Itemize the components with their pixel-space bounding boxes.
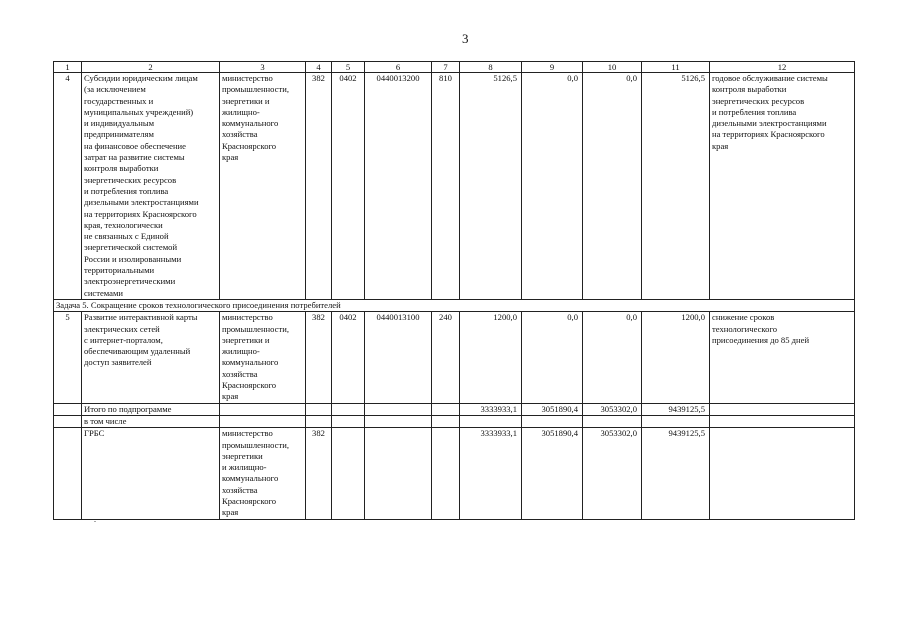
empty-cell (332, 428, 365, 519)
table-row (54, 73, 855, 300)
empty-cell (432, 415, 460, 427)
expected-result: снижение сроков технологического присоединения до 85 дней (710, 312, 855, 403)
grbs-label: ГРБС (82, 428, 220, 519)
empty-cell (365, 428, 432, 519)
empty-cell (432, 428, 460, 519)
grbs-name: министерство промышленности, энергетики и жилищно- коммунального хозяйства Красноярского края (220, 73, 306, 300)
expense-type: 240 (432, 312, 460, 403)
total-year-2: 3051890,4 (522, 403, 583, 415)
empty-cell (365, 403, 432, 415)
column-header: 9 (522, 62, 583, 73)
empty-cell (365, 415, 432, 427)
empty-cell (306, 403, 332, 415)
empty-cell (710, 403, 855, 415)
column-header: 4 (306, 62, 332, 73)
measure-name: Развитие интерактивной карты электрических сетей с интернет-порталом, обеспечивающим удаленный доступ заявителей (82, 312, 220, 403)
amount-year-1: 1200,0 (460, 312, 522, 403)
empty-cell (54, 415, 82, 427)
grbs-year-2: 3051890,4 (522, 428, 583, 519)
total-row (54, 403, 855, 415)
measure-name: Субсидии юридическим лицам (за исключением государственных и муниципальных учреждений) и индивидуальным предпринимателям на финансовое обеспечение затрат на развитие системы контроля выработки энергетических ресурсов и потребления топлива дизельными электростанциями на территориях Красноярского края, технологически не связанных с Единой энергетической системой России и изолированными территориальными электроэнергетическими системами (82, 73, 220, 300)
section-code: 0402 (332, 312, 365, 403)
target-article: 0440013200 (365, 73, 432, 300)
amount-year-2: 0,0 (522, 73, 583, 300)
amount-year-1: 5126,5 (460, 73, 522, 300)
column-number-row (54, 62, 855, 73)
empty-cell (642, 415, 710, 427)
empty-cell (460, 415, 522, 427)
task-row (54, 299, 855, 311)
total-year-1: 3333933,1 (460, 403, 522, 415)
empty-cell (583, 415, 642, 427)
column-header: 6 (365, 62, 432, 73)
row-number: 4 (54, 73, 82, 300)
including-label: в том числе (82, 415, 220, 427)
amount-total: 1200,0 (642, 312, 710, 403)
row-number: 5 (54, 312, 82, 403)
column-header: 2 (82, 62, 220, 73)
empty-cell (332, 403, 365, 415)
expense-type: 810 (432, 73, 460, 300)
grbs-total: 9439125,5 (642, 428, 710, 519)
total-all: 9439125,5 (642, 403, 710, 415)
total-label: Итого по подпрограмме (82, 403, 220, 415)
amount-year-2: 0,0 (522, 312, 583, 403)
amount-total: 5126,5 (642, 73, 710, 300)
program-table (53, 61, 855, 520)
empty-cell (54, 403, 82, 415)
empty-cell (54, 428, 82, 519)
empty-cell (522, 415, 583, 427)
amount-year-3: 0,0 (583, 312, 642, 403)
column-header: 5 (332, 62, 365, 73)
column-header: 12 (710, 62, 855, 73)
grbs-name: министерство промышленности, энергетики и жилищно- коммунального хозяйства Красноярского края (220, 312, 306, 403)
expected-result: годовое обслуживание системы контроля выработки энергетических ресурсов и потребления топлива дизельными электростанциями на территориях Красноярского края (710, 73, 855, 300)
grbs-code: 382 (306, 312, 332, 403)
empty-cell (220, 403, 306, 415)
grbs-year-1: 3333933,1 (460, 428, 522, 519)
grbs-year-3: 3053302,0 (583, 428, 642, 519)
task-title: Задача 5. Сокращение сроков технологического присоединения потребителей (54, 299, 855, 311)
total-year-3: 3053302,0 (583, 403, 642, 415)
grbs-code: 382 (306, 73, 332, 300)
column-header: 10 (583, 62, 642, 73)
empty-cell (710, 428, 855, 519)
empty-cell (432, 403, 460, 415)
stray-mark: . (94, 515, 96, 524)
column-header: 7 (432, 62, 460, 73)
grbs-name: министерство промышленности, энергетики и жилищно- коммунального хозяйства Красноярского края (220, 428, 306, 519)
grbs-row (54, 428, 855, 519)
empty-cell (306, 415, 332, 427)
including-row (54, 415, 855, 427)
column-header: 11 (642, 62, 710, 73)
page-number: 3 (462, 31, 469, 46)
empty-cell (710, 415, 855, 427)
empty-cell (220, 415, 306, 427)
empty-cell (332, 415, 365, 427)
table-row (54, 312, 855, 403)
target-article: 0440013100 (365, 312, 432, 403)
grbs-code: 382 (306, 428, 332, 519)
section-code: 0402 (332, 73, 365, 300)
column-header: 8 (460, 62, 522, 73)
column-header: 3 (220, 62, 306, 73)
amount-year-3: 0,0 (583, 73, 642, 300)
column-header: 1 (54, 62, 82, 73)
